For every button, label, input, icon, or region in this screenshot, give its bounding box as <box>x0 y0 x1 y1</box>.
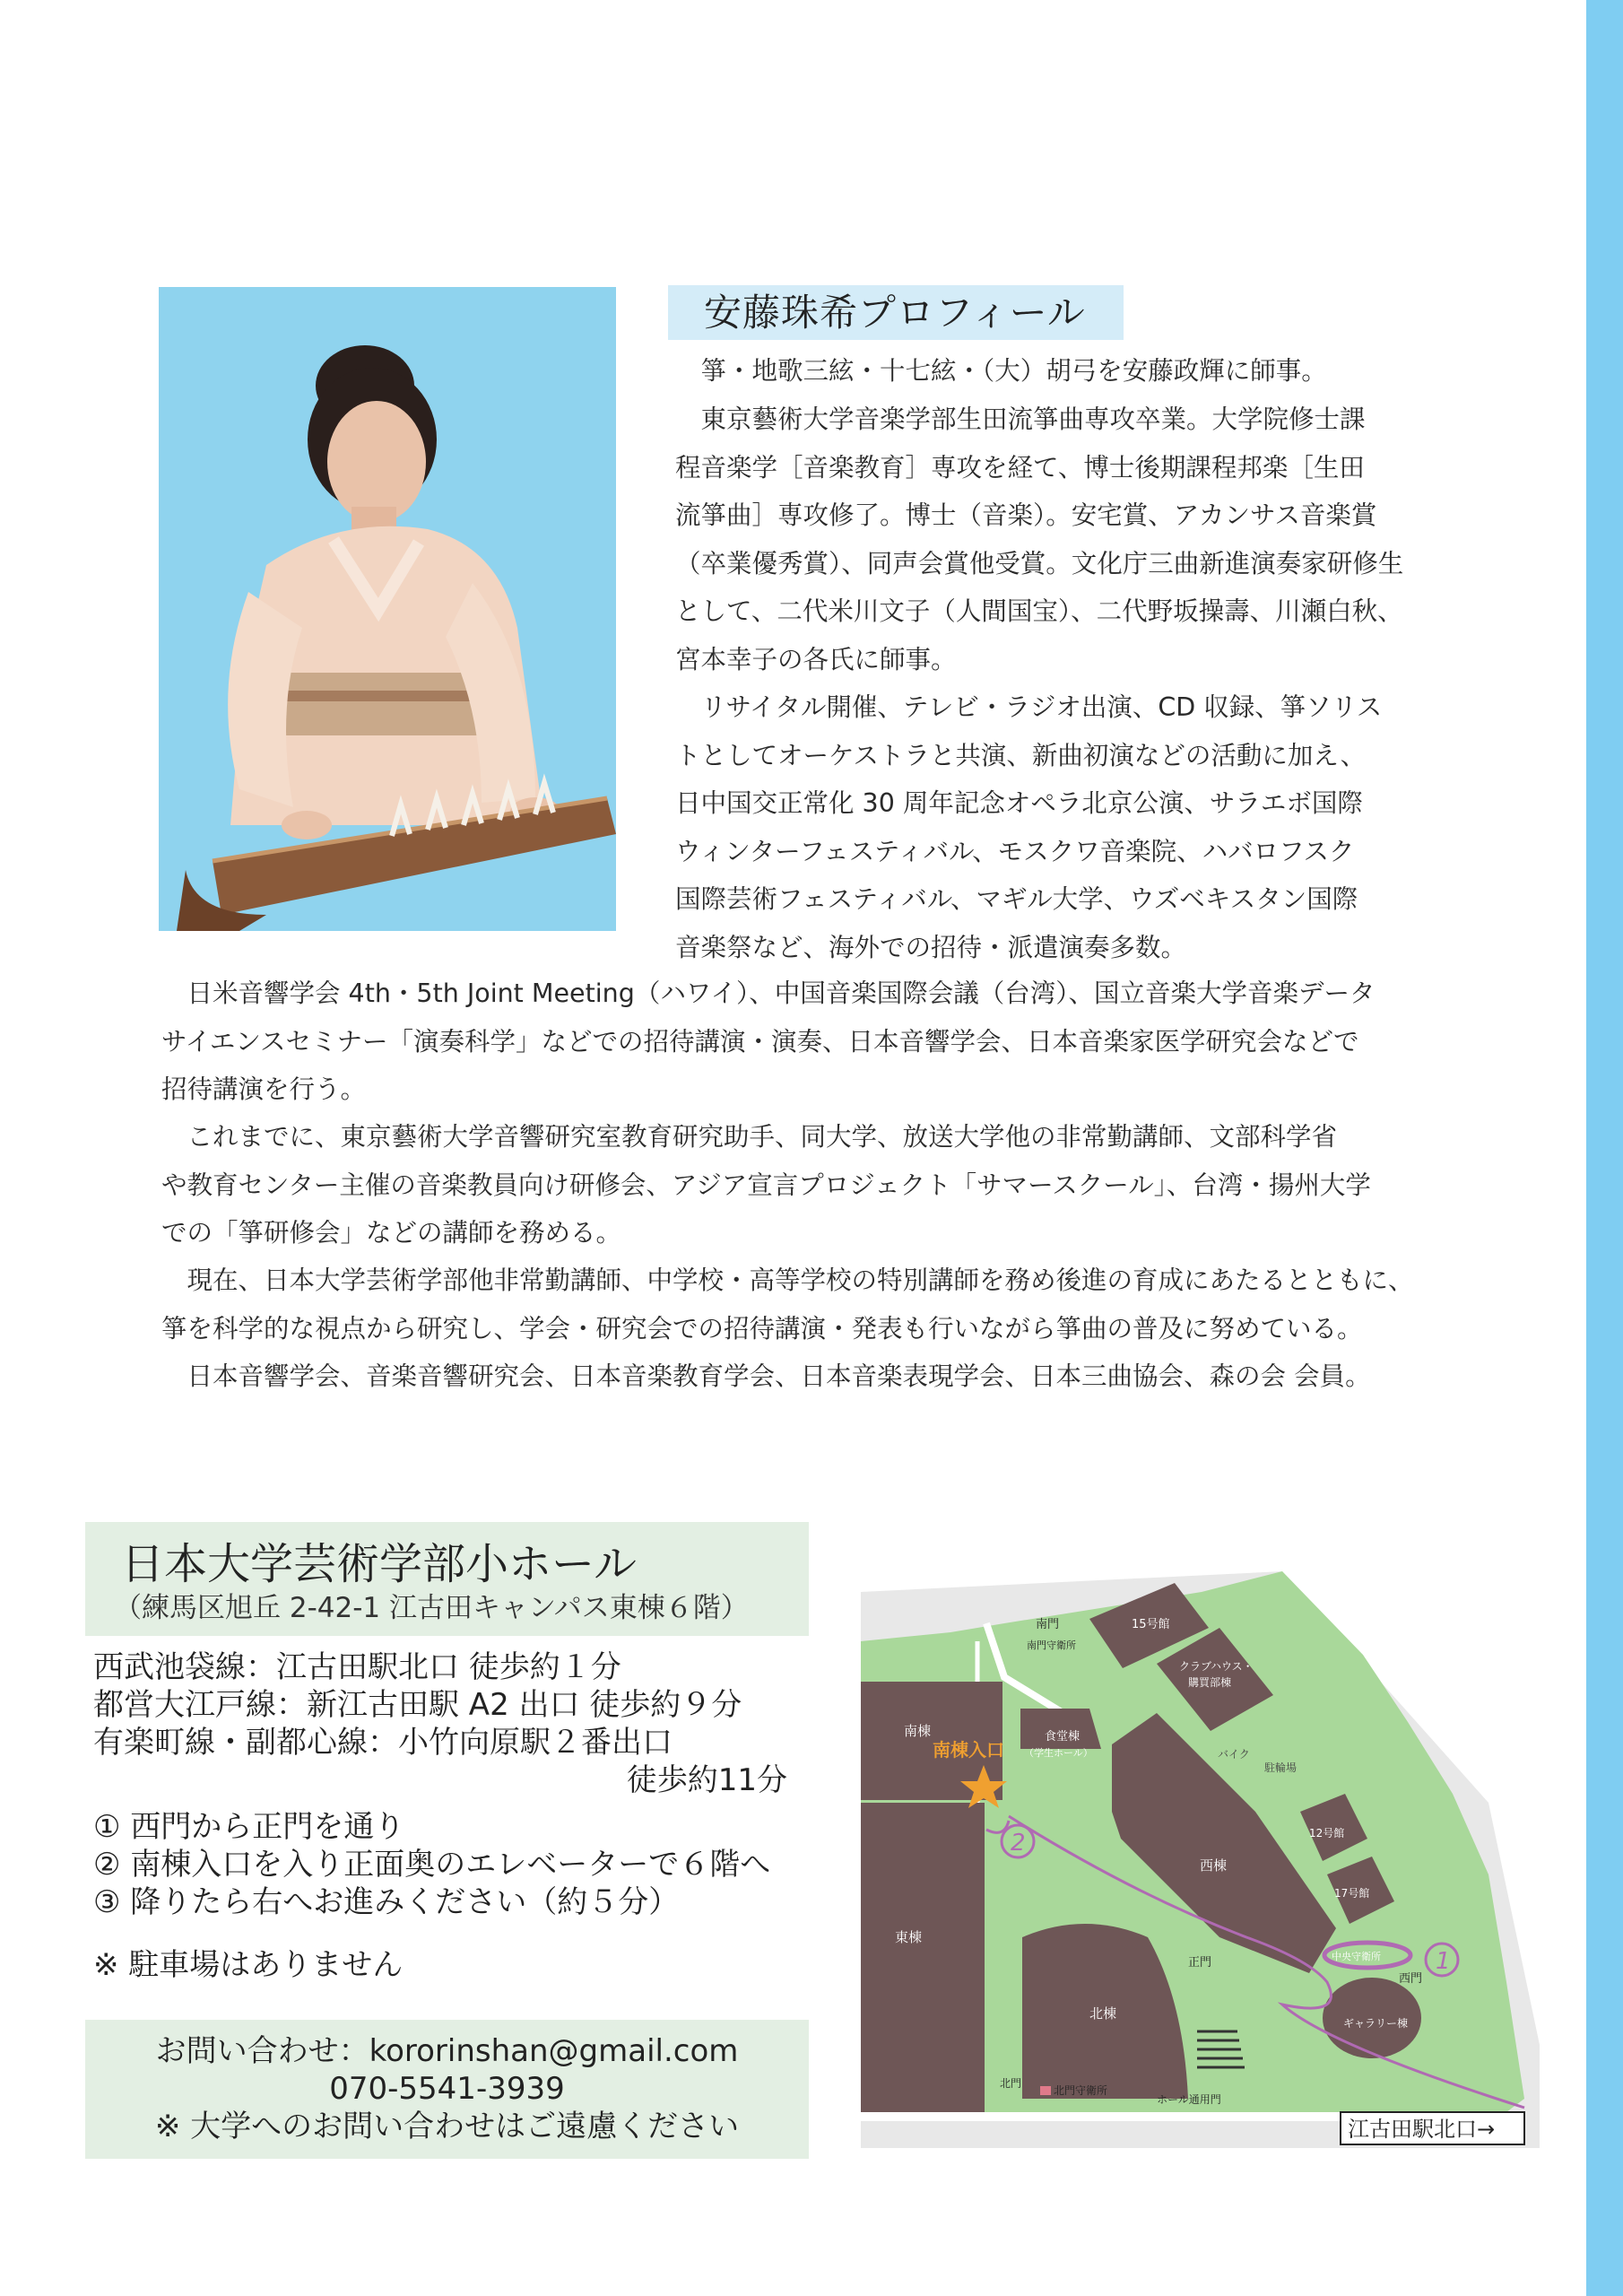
direction-step: ③ 降りたら右へお進みください（約５分） <box>93 1884 680 1920</box>
map-label: 南門 <box>1036 1618 1060 1631</box>
map-label: 購買部棟 <box>1188 1676 1232 1689</box>
campus-map-svg <box>861 1516 1540 2161</box>
map-label: 南門守衛所 <box>1027 1639 1076 1651</box>
venue-box <box>85 1522 809 1636</box>
contact-phone[interactable]: 070-5541-3939 <box>329 2071 565 2107</box>
profile-paragraph: 東京藝術大学音楽学部生田流箏曲専攻卒業。大学院修士課 程音楽学［音楽教育］専攻を経て、博士後期課程邦楽［生田 流箏曲］専攻修了。博士（音楽）。安宅賞、アカンサス音楽賞 （卒業優秀賞）、同声会賞他受賞。文化庁三曲新進演奏家研修生 として、二代米川文子（人間国宝）、二代野坂操壽、川瀬白秋、 宮本幸子の各氏に師事。 <box>675 404 1404 674</box>
directions-steps <box>93 1808 855 1921</box>
map-label: バイク <box>1218 1748 1250 1761</box>
profile-paragraph: 現在、日本大学芸術学部他非常勤講師、中学校・高等学校の特別講師を務め後進の育成にあたるとともに、 箏を科学的な視点から研究し、学会・研究会での招待講演・発表も行いながら箏曲の普及に努めている。 <box>161 1265 1414 1344</box>
map-label: 東棟 <box>895 1929 923 1945</box>
campus-map <box>861 1516 1540 2161</box>
profile-paragraph: リサイタル開催、テレビ・ラジオ出演、CD 収録、箏ソリス トとしてオーケストラと共演、新曲初演などの活動に加え、 日中国交正常化 30 周年記念オペラ北京公演、サラエボ国際 ウィンターフェスティバル、モスクワ音楽院、ハバロフスク 国際芸術フェスティバル、マギル大学、ウズベキスタン国際 音楽祭など、海外での招待・派遣演奏多数。 <box>675 692 1383 962</box>
map-label: 17号館 <box>1334 1887 1370 1900</box>
venue-name: 日本大学芸術学部小ホール <box>121 1539 638 1589</box>
map-label: 中央守衛所 <box>1332 1951 1381 1962</box>
profile-paragraph: 箏・地歌三絃・十七絃・（大）胡弓を安藤政輝に師事。 <box>675 356 1327 386</box>
contact-box <box>85 2020 809 2159</box>
station-sign: 江古田駅北口→ <box>1348 2117 1496 2142</box>
map-label: 南棟入口 <box>933 1739 1004 1761</box>
access-line: 西武池袋線：江古田駅北口 徒歩約１分 <box>93 1649 621 1685</box>
map-label: 15号館 <box>1132 1618 1170 1631</box>
route-mark-2: 2 <box>1011 1830 1026 1857</box>
profile-paragraph: 日本音響学会、音楽音響研究会、日本音楽教育学会、日本音楽表現学会、日本三曲協会、森の会 会員。 <box>161 1361 1371 1391</box>
access-line: 有楽町線・副都心線：小竹向原駅２番出口 <box>93 1725 673 1761</box>
access-info <box>93 1648 829 1799</box>
direction-step: ② 南棟入口を入り正面奥のエレベーターで６階へ <box>93 1847 771 1883</box>
map-label: 正門 <box>1188 1956 1212 1970</box>
map-label: 北門 <box>1000 2077 1022 2090</box>
map-label: 北門守衛所 <box>1054 2084 1108 2097</box>
map-label: クラブハウス・ <box>1179 1660 1254 1673</box>
map-label: 北棟 <box>1089 2005 1117 2022</box>
direction-step: ① 西門から正門を通り <box>93 1809 405 1845</box>
map-label: 駐輪場 <box>1264 1761 1298 1774</box>
performer-photo <box>159 287 616 931</box>
profile-title: 安藤珠希プロフィール <box>668 285 1124 340</box>
map-label: 食堂棟 <box>1045 1730 1081 1744</box>
profile-paragraph: 日米音響学会 4th・5th Joint Meeting（ハワイ）、中国音楽国際会議（台湾）、国立音楽大学音楽データ サイエンスセミナー「演奏科学」などでの招待講演・演奏、日本音響学会、日本音楽家医学研究会などで 招待講演を行う。 <box>161 978 1376 1104</box>
performer-illustration <box>159 287 616 931</box>
profile-paragraph: これまでに、東京藝術大学音響研究室教育研究助手、同大学、放送大学他の非常勤講師、文部科学省 や教育センター主催の音楽教員向け研修会、アジア宣言プロジェクト「サマースクール」、台湾・揚州大学 での「箏研修会」などの講師を務める。 <box>161 1122 1371 1248</box>
map-label: ギャラリー棟 <box>1343 2017 1409 2030</box>
parking-note: ※ 駐車場はありません <box>93 1947 404 1983</box>
map-label: 12号館 <box>1309 1827 1345 1839</box>
access-line: 都営大江戸線：新江古田駅 A2 出口 徒歩約９分 <box>93 1687 742 1723</box>
route-mark-1: 1 <box>1436 1948 1451 1975</box>
map-label: 西棟 <box>1200 1857 1228 1874</box>
venue-address: （練馬区旭丘 2-42-1 江古田キャンパス東棟６階） <box>114 1592 749 1624</box>
map-label: 南棟 <box>904 1723 932 1739</box>
contact-email[interactable]: お問い合わせ：kororinshan@gmail.com <box>155 2033 739 2069</box>
access-walk-time: 徒歩約11分 <box>626 1762 787 1798</box>
right-edge-bar <box>1586 0 1623 2296</box>
map-label: ホール通用門 <box>1157 2093 1221 2106</box>
contact-note: ※ 大学へのお問い合わせはご遠慮ください <box>154 2109 740 2144</box>
map-label: （学生ホール） <box>1024 1747 1093 1759</box>
map-label: 西門 <box>1399 1972 1423 1986</box>
east-building <box>861 1803 985 2112</box>
